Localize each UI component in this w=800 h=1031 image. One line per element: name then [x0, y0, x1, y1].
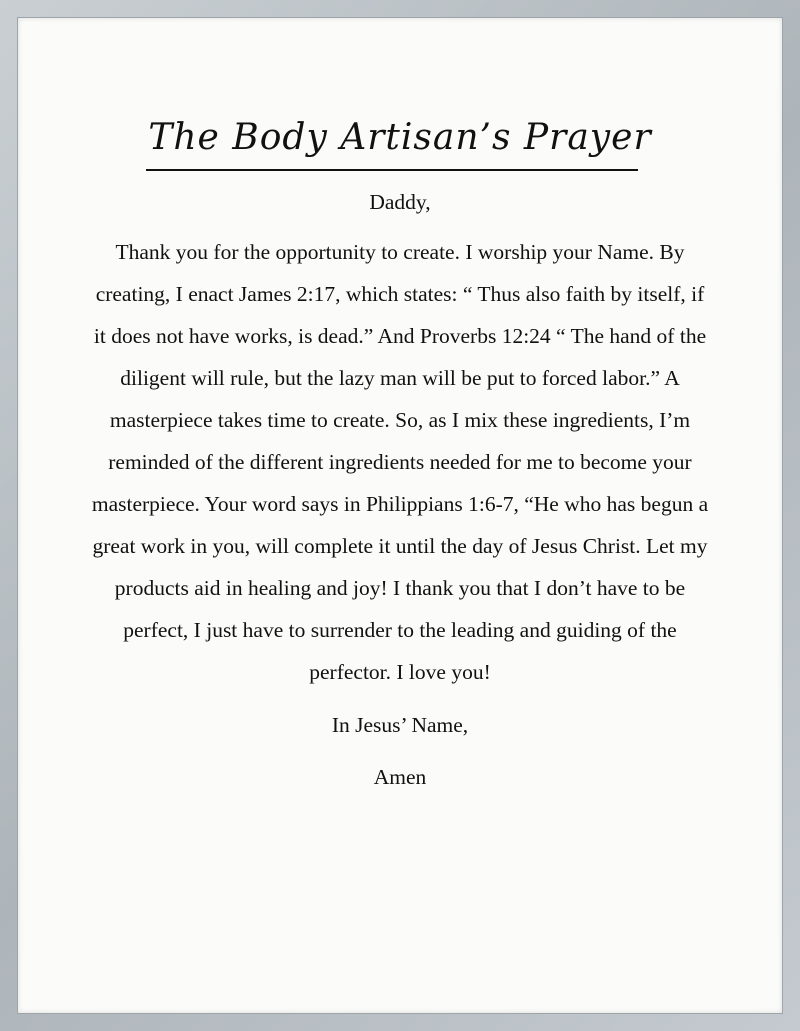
- prayer-body: [18, 184, 782, 795]
- title-underline: [146, 169, 638, 171]
- prayer-paragraph: Thank you for the opportunity to create. I worship your Name. By creating, I enact James 2:17, which states: “ Thus also faith by itself, if it does not have works, is dead.” And Proverbs 12:24 “ The hand of the diligent will rule, but the lazy man will be put to forced labor.” A masterpiece takes time to create. So, as I mix these ingredients, I’m reminded of the different ingredients needed for me to become your masterpiece. Your word says in Philippians 1:6-7, “He who has begun a great work in you, will complete it until the day of Jesus Christ. Let my products aid in healing and joy! I thank you that I don’t have to be perfect, I just have to surrender to the leading and guiding of the perfector. I love you!: [91, 240, 709, 684]
- salutation: Daddy,: [369, 190, 431, 214]
- prayer-title: The Body Artisan’s Prayer: [148, 117, 652, 158]
- closing-line: In Jesus’ Name,: [331, 713, 469, 737]
- prayer-paper: [18, 18, 782, 1013]
- amen-line: Amen: [373, 765, 427, 789]
